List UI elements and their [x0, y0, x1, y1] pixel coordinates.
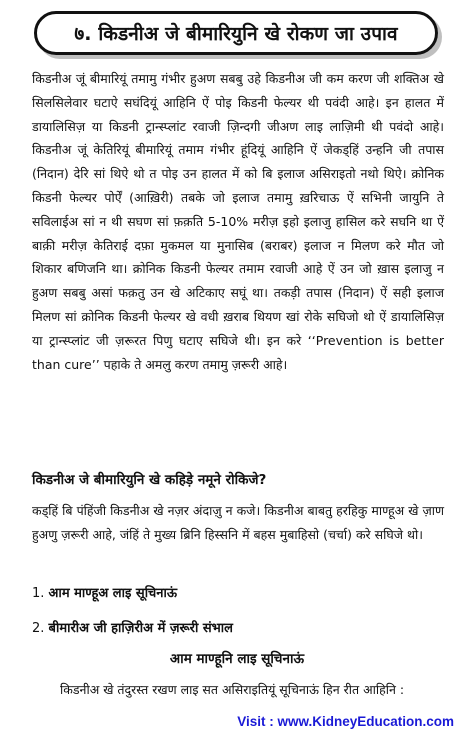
- list-item-number: 2.: [32, 621, 45, 636]
- intro-paragraph: किडनीअ जूं बीमारियूं तमामु गंभीर हुअण सबबु उहे किडनीअ जी कम करण जी शक्तिअ खे सिलसिलेवार घटाऐ सघंदियूं आहिनि ऐं पोइ किडनी फेल्यर थी पवंदी आहे। इन हालत में डायालिसिज़ या किडनी ट्रान्स्प्लांट रवाजी ज़िन्दगी जीअण लाइ लाज़िमी थी पवंदो आहे। किडनीअ जूं केतिरियूं बीमारियूं तमाम गंभीर हूंदियूं आहिनि ऐं जेकड्हिं उन्हनि जी तपास (निदान) देरि सां थिऐ थो त पोइ उन हालत में को बि इलाज असिराइतो नथो थिऐ। क्रोनिक किडनी फेल्यर पोर्ऐं (आख़िरी) तबके जो इलाज तमामु ख़रिचाऊ ऐं सभिनी जायुनि ते सविलाईअ सां न थी सघण सां फ़क़ति 5-10% मरीज़ इहो इलाजु हासिल करे सघनि था ऐं बाक़ी मरीज़ केतिराई दफ़ा मुकमल या मुनासिब (बराबर) इलाज न मिलण करे मौत जो शिकार बणिजनि था। क्रोनिक किडनी फेल्यर तमाम रवाजी आहे ऐं उन जो ख़ास इलाजु न हुअण सबबु असां फक़तु उन खे अटिकाए सघूं था। तकड़ी तपास (निदान) ऐं सही इलाज मिलण सां क्रोनिक किडनी फेल्यर खे वधी ख़राब थियण खां रोके सघिजो थो ऐं डायालिसिज़ या ट्रान्स्प्लांट जी ज़रूरत पिणु घटाए सघिजे थी। इन करे ‘‘Prevention is better than cure’’ पहाके ते अमलु करण तमामु ज़रूरी आहे।: [32, 71, 444, 372]
- section-heading: किडनीअ जे बीमारियुनि खे कहिड़े नमूने रोकिजे?: [32, 472, 267, 488]
- list-item-label: आम माण्हूअ लाइ सूचिनाऊं: [48, 586, 178, 601]
- list-item: [32, 583, 177, 601]
- list-item-label: बीमारीअ जी हाज़िरीअ में ज़रूरी संभाल: [48, 621, 233, 636]
- footer-website-link[interactable]: Visit : www.KidneyEducation.com: [237, 714, 454, 729]
- chapter-title-box: [34, 11, 438, 55]
- section-paragraph: कड्हिं बि पंहिंजी किडनीअ खे नज़र अंदाज़ु न कजे। किडनीअ बाबतु हरहिकु माण्हूअ खे ज़ाण हुअणु ज़रूरी आहे, जंहिं ते मुख्य ब्रिनि हिस्सनि में बहस मुबाहिसो (चर्चा) करे सघिजे थो।: [32, 503, 444, 542]
- list-item: [32, 618, 233, 636]
- intro-line: किडनीअ खे तंदुरस्त रखण लाइ सत असिराइतियूं सूचिनाऊं हिन रीत आहिनि :: [60, 682, 405, 697]
- subsection-heading: आम माण्हूनि लाइ सूचिनाऊं: [169, 651, 305, 667]
- chapter-title: ७. किडनीअ जे बीमारियुनि खे रोकण जा उपाव: [74, 23, 398, 45]
- list-item-number: 1.: [32, 586, 45, 601]
